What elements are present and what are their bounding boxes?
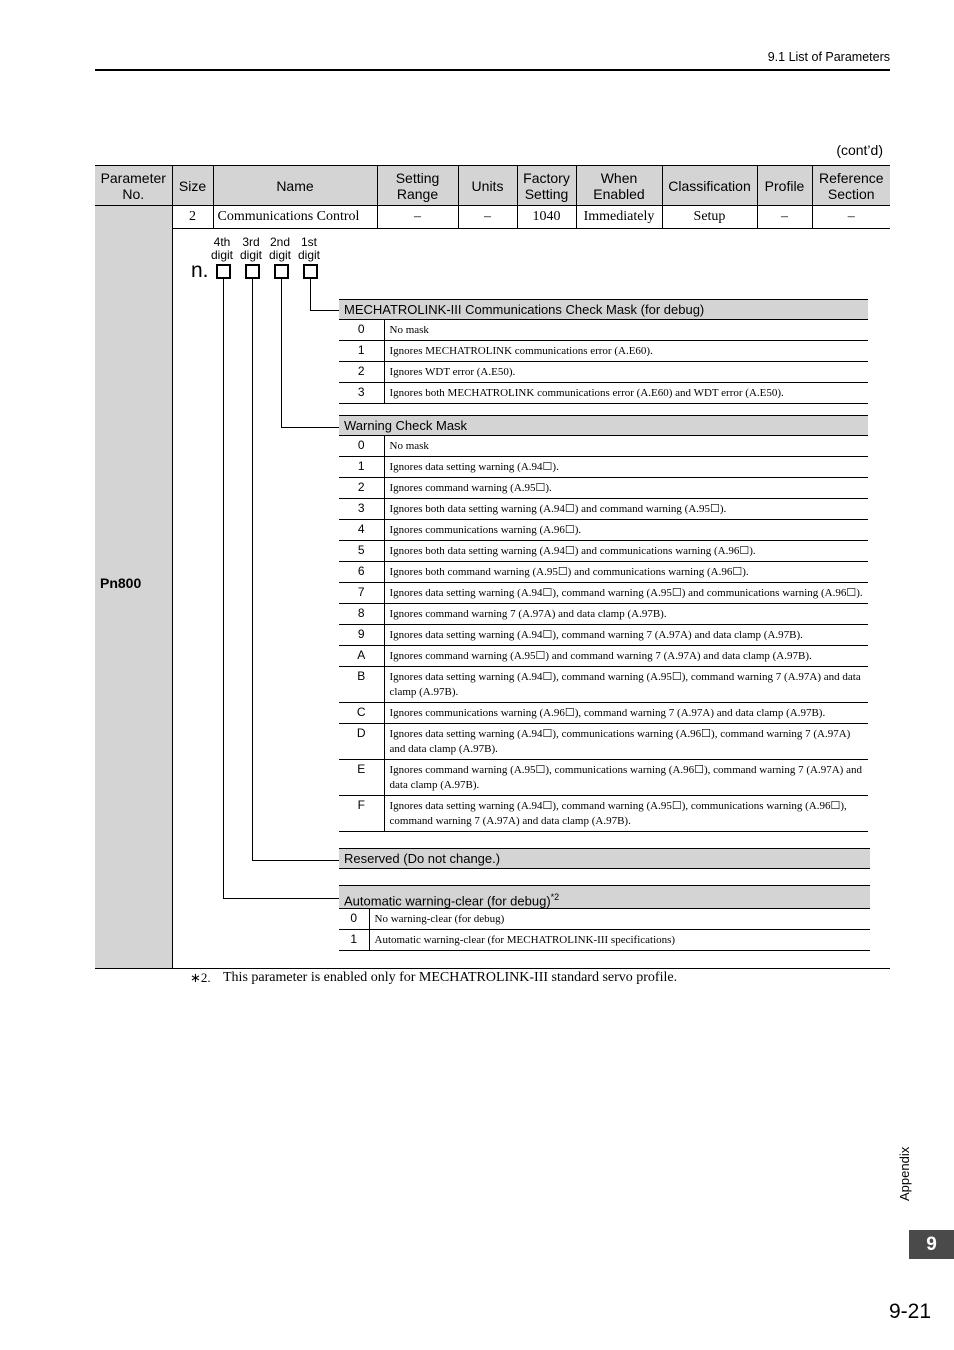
cell-classification: Setup — [662, 206, 757, 229]
cell-name: Communications Control — [213, 206, 377, 229]
option-desc: Ignores data setting warning (A.94☐), command warning 7 (A.97A) and data clamp (A.97B). — [384, 625, 868, 646]
option-desc: Ignores data setting warning (A.94☐). — [384, 457, 868, 478]
option-desc: Ignores both command warning (A.95☐) and communications warning (A.96☐). — [384, 562, 868, 583]
appendix-side-label — [897, 1145, 927, 1205]
footnote-ref: *2 — [550, 892, 560, 902]
connector-2nd — [281, 279, 282, 427]
header-size: Size — [172, 166, 213, 206]
table-row — [339, 436, 868, 457]
table-row — [95, 206, 890, 229]
option-desc: Ignores command warning 7 (A.97A) and data clamp (A.97B). — [384, 604, 868, 625]
option-desc: Ignores both data setting warning (A.94☐) and command warning (A.95☐). — [384, 499, 868, 520]
option-desc: Ignores communications warning (A.96☐). — [384, 520, 868, 541]
connector-4th-h — [223, 898, 340, 899]
options-comm-check-mask — [339, 320, 868, 404]
option-desc: Ignores data setting warning (A.94☐), command warning (A.95☐), command warning 7 (A.97A) and data clamp (A.97B). — [384, 667, 868, 703]
option-value: 3 — [339, 499, 384, 520]
table-row — [339, 383, 868, 404]
option-desc: Ignores both MECHATROLINK communications error (A.E60) and WDT error (A.E50). — [384, 383, 868, 404]
option-desc: No mask — [384, 320, 868, 341]
header-units: Units — [458, 166, 517, 206]
option-desc: No warning-clear (for debug) — [369, 909, 870, 930]
option-value: 6 — [339, 562, 384, 583]
option-desc: Ignores communications warning (A.96☐), command warning 7 (A.97A) and data clamp (A.97B). — [384, 703, 868, 724]
table-row — [339, 930, 870, 951]
digit-label-top: 1st — [300, 235, 317, 249]
table-bottom-rule — [95, 968, 890, 969]
footnote-text: This parameter is enabled only for MECHATROLINK-III standard servo profile. — [223, 970, 678, 985]
table-row — [339, 703, 868, 724]
option-value: 2 — [339, 362, 384, 383]
option-value: 1 — [339, 457, 384, 478]
section-header-reserved: Reserved (Do not change.) — [339, 848, 870, 869]
option-value: 0 — [339, 436, 384, 457]
table-header-row — [95, 166, 890, 206]
digit-box-1st — [303, 264, 318, 279]
cell-profile: – — [757, 206, 812, 229]
option-value: 8 — [339, 604, 384, 625]
table-row — [339, 760, 868, 796]
digit-label-2nd — [266, 236, 294, 262]
side-label-text: Appendix — [897, 1146, 912, 1201]
digit-box-2nd — [274, 264, 289, 279]
option-value: 0 — [339, 320, 384, 341]
connector-1st — [310, 279, 311, 310]
digit-label-bottom: digit — [297, 248, 320, 262]
table-row — [339, 604, 868, 625]
table-row — [339, 362, 868, 383]
connector-2nd-h — [281, 427, 340, 428]
option-value: 9 — [339, 625, 384, 646]
digit-label-3rd — [237, 236, 265, 262]
digit-box-4th — [216, 264, 231, 279]
param-spacer-cell — [95, 206, 172, 229]
table-row — [339, 341, 868, 362]
table-row — [339, 457, 868, 478]
option-value: 1 — [339, 930, 369, 951]
connector-3rd-h — [252, 860, 340, 861]
option-desc: Ignores WDT error (A.E50). — [384, 362, 868, 383]
digit-box-3rd — [245, 264, 260, 279]
cell-setting-range: – — [377, 206, 458, 229]
option-value: B — [339, 667, 384, 703]
header-classification: Classification — [662, 166, 757, 206]
digit-label-top: 2nd — [269, 235, 291, 249]
table-row — [339, 646, 868, 667]
option-value: 2 — [339, 478, 384, 499]
table-row — [339, 520, 868, 541]
section-title: Automatic warning-clear (for debug) — [344, 893, 551, 909]
digit-label-4th — [208, 236, 236, 262]
option-desc: Ignores data setting warning (A.94☐), command warning (A.95☐), communications warning (A.96☐), command warning 7 (A.97A) and data clamp (A.97B). — [384, 796, 868, 832]
table-row — [339, 562, 868, 583]
header-when-enabled: When Enabled — [576, 166, 662, 206]
options-warning-check-mask — [339, 436, 868, 832]
running-header: 9.1 List of Parameters — [767, 50, 890, 64]
cell-when-enabled: Immediately — [576, 206, 662, 229]
footnote-mark: ∗2. — [190, 970, 211, 985]
section-header-auto-warning-clear — [339, 885, 870, 909]
table-row — [339, 499, 868, 520]
cell-units: – — [458, 206, 517, 229]
header-name: Name — [213, 166, 377, 206]
continued-label: (cont’d) — [836, 142, 883, 158]
option-desc: Ignores both data setting warning (A.94☐) and communications warning (A.96☐). — [384, 541, 868, 562]
table-row — [339, 478, 868, 499]
option-value: E — [339, 760, 384, 796]
digit-label-bottom: digit — [210, 248, 233, 262]
section-header-warning-check-mask: Warning Check Mask — [339, 415, 868, 436]
option-desc: Ignores command warning (A.95☐), communications warning (A.96☐), command warning 7 (A.97A) and data clamp (A.97B). — [384, 760, 868, 796]
connector-3rd — [252, 279, 253, 860]
section-header-comm-check-mask: MECHATROLINK-III Communications Check Mask (for debug) — [339, 299, 868, 320]
header-reference-section: Reference Section — [812, 166, 890, 206]
option-desc: Ignores command warning (A.95☐) and command warning 7 (A.97A) and data clamp (A.97B). — [384, 646, 868, 667]
option-value: A — [339, 646, 384, 667]
option-value: C — [339, 703, 384, 724]
option-desc: Ignores MECHATROLINK communications error (A.E60). — [384, 341, 868, 362]
parameter-table — [95, 165, 890, 229]
page-number: 9-21 — [888, 1300, 931, 1323]
option-value: 3 — [339, 383, 384, 404]
option-desc: Ignores data setting warning (A.94☐), command warning (A.95☐) and communications warning (A.96☐). — [384, 583, 868, 604]
header-setting-range: Setting Range — [377, 166, 458, 206]
digit-label-bottom: digit — [268, 248, 291, 262]
option-value: 1 — [339, 341, 384, 362]
option-desc: Ignores command warning (A.95☐). — [384, 478, 868, 499]
header-profile: Profile — [757, 166, 812, 206]
option-desc: Ignores data setting warning (A.94☐), communications warning (A.96☐), command warning 7 (A.97A) and data clamp (A.97B). — [384, 724, 868, 760]
options-auto-warning-clear — [339, 909, 870, 951]
table-row — [339, 320, 868, 341]
digit-label-top: 3rd — [242, 235, 260, 249]
option-value: 5 — [339, 541, 384, 562]
cell-factory-setting: 1040 — [517, 206, 576, 229]
connector-1st-h — [310, 310, 340, 311]
option-desc: Automatic warning-clear (for MECHATROLINK-III specifications) — [369, 930, 870, 951]
table-row — [339, 667, 868, 703]
option-value: D — [339, 724, 384, 760]
connector-4th — [223, 279, 224, 898]
option-value: 0 — [339, 909, 369, 930]
table-row — [339, 583, 868, 604]
digit-label-top: 4th — [213, 235, 231, 249]
option-desc: No mask — [384, 436, 868, 457]
table-row — [339, 796, 868, 832]
cell-size: 2 — [172, 206, 213, 229]
table-row — [339, 724, 868, 760]
parameter-number: Pn800 — [100, 575, 142, 591]
digit-label-1st — [295, 236, 323, 262]
table-row — [339, 909, 870, 930]
table-row — [339, 625, 868, 646]
digit-label-bottom: digit — [239, 248, 262, 262]
option-value: 7 — [339, 583, 384, 604]
n-prefix: n. — [191, 259, 209, 282]
table-row — [339, 541, 868, 562]
header-parameter-no: Parameter No. — [95, 166, 172, 206]
header-factory-setting: Factory Setting — [517, 166, 576, 206]
option-value: F — [339, 796, 384, 832]
option-value: 4 — [339, 520, 384, 541]
chapter-tab: 9 — [909, 1230, 954, 1259]
header-rule — [95, 69, 890, 71]
cell-reference-section: – — [812, 206, 890, 229]
